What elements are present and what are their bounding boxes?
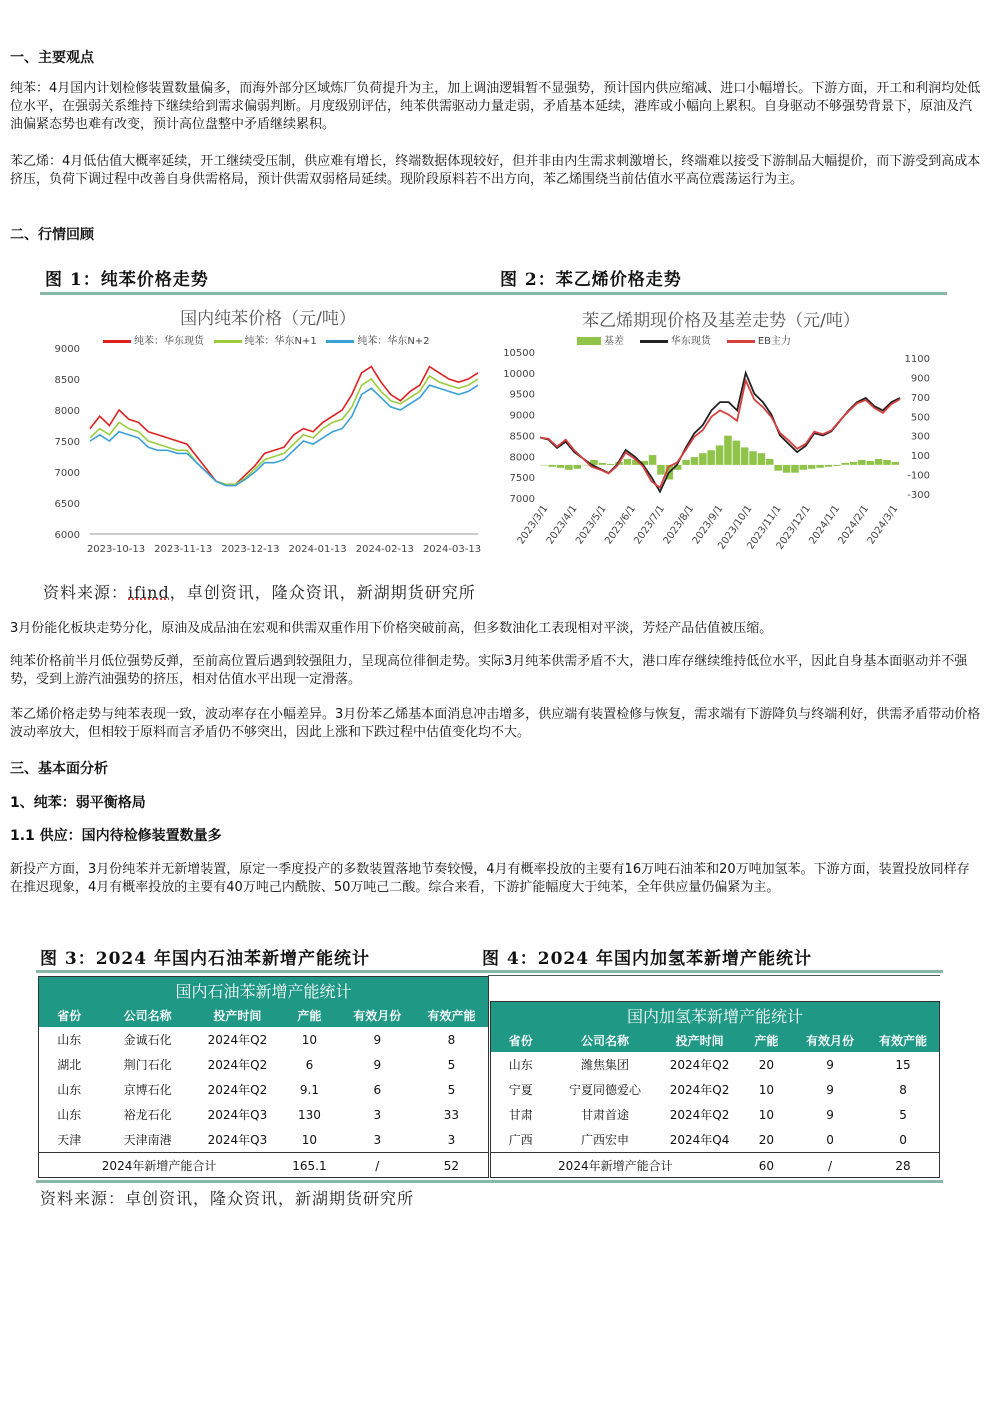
table-cell: 2024年Q2 [669,1108,730,1122]
basis-bar [682,460,690,465]
fig2-caption: 图 2：苯乙烯价格走势 [500,270,682,290]
table-header-cell: 产能 [740,1028,793,1052]
table-cell: 130 [297,1107,321,1122]
table-cell: 广西 [508,1133,533,1147]
table-cell: 山东 [508,1058,533,1072]
table-cell: 湖北 [57,1058,82,1072]
fig3-table-title: 国内石油苯新增产能统计 [39,977,488,1003]
table-cell: 9.1 [299,1082,319,1097]
table-cell: 2024年Q3 [207,1108,268,1122]
y-tick-label: 8000 [509,452,535,464]
legend-label: EB主力 [757,336,791,347]
table-cell: 山东 [57,1033,82,1047]
fig3-table [39,977,488,1178]
basis-bar [599,463,607,465]
fig2-chart [495,298,947,576]
y2-tick-label: 500 [910,412,930,424]
source-ifind: ifind [128,583,170,602]
fig4-caption: 图 4：2024 年国内加氢苯新增产能统计 [482,949,812,969]
fig1-chart [48,298,488,568]
table-cell: 山东 [57,1083,82,1097]
basis-bar [841,463,849,465]
y2-tick-label: -100 [907,470,930,482]
y-tick-label: 7000 [509,494,535,505]
basis-bar [565,465,573,470]
source-others: ，卓创资讯，隆众资讯，新湖期货研究所 [169,583,476,602]
table-cell: 2024年Q2 [207,1083,268,1097]
source-note-2: 资料来源：卓创资讯，隆众资讯，新湖期货研究所 [40,1189,415,1208]
table-cell: 8 [447,1032,456,1047]
x-tick-label: 2023/6/1 [603,503,638,547]
y2-tick-label: 100 [910,451,930,463]
legend-label: 纯苯：华东N+1 [244,336,317,347]
table-cell: 2024年Q2 [207,1033,268,1047]
basis-bar [540,465,548,466]
basis-bar [766,459,774,465]
table-cell: 0 [899,1132,907,1147]
table-header-cell: 省份 [491,1028,551,1052]
table-cell: 2024年Q2 [669,1058,730,1072]
paragraph-benzene-view: 纯苯：4月国内计划检修装置数量偏多，而海外部分区域炼厂负荷提升为主，加上调油逻辑暂不显强势，预计国内供应缩减、进口小幅增长。下游方面，开工和利润均处低位水平，在强弱关系维持下继续给到需求偏弱判断。月度级别评估，纯苯供需驱动力量走弱，矛盾基本延续，港库或小幅向上累积。自身驱动不够强势背景下，原油及汽油偏紧态势也难有改变，预计高位盘整中矛盾继续累积。 [10,81,981,132]
paragraph-market-overview: 3月份能化板块走势分化，原油及成品油在宏观和供需双重作用下价格突破前高，但多数油化工表现相对平淡，芳烃产品估值被压缩。 [10,621,773,636]
table-cell: 金诚石化 [123,1033,172,1047]
legend-label: 纯苯：华东N+2 [357,336,430,347]
y-tick-label: 7500 [509,473,535,485]
table-row [39,1052,488,1077]
table-total-cell: 2024年新增产能合计 [39,1153,279,1179]
legend-label: 基差 [604,336,624,347]
basis-bar [758,453,766,465]
y-tick-label: 8500 [509,431,535,443]
table-cell: 9 [826,1107,834,1122]
x-tick-label: 2024-01-13 [288,544,347,555]
x-tick-label: 2023/8/1 [661,503,697,547]
table-header-cell: 投产时间 [660,1028,740,1052]
section-heading-3: 三、基本面分析 [10,761,108,777]
table-header-cell: 公司名称 [551,1028,660,1052]
table-header-cell: 有效月份 [340,1003,415,1027]
x-tick-label: 2023/12/1 [774,503,813,552]
table-cell: 10 [301,1032,318,1047]
table-total-cell: 2024年新增产能合计 [491,1153,740,1179]
table-cell: 20 [758,1057,774,1072]
basis-bar [699,453,707,465]
fig1-svg [48,298,488,568]
table-cell: 15 [895,1057,911,1072]
table-cell: 甘肃首途 [581,1108,630,1122]
table-cell: 京博石化 [123,1083,172,1097]
table-cell: 8 [899,1082,907,1097]
fig3-table-frame [38,976,489,1178]
y2-tick-label: -300 [907,490,930,501]
table-cell: 9 [373,1032,382,1047]
table-cell: 33 [443,1107,460,1122]
y-tick-label: 8500 [54,375,80,386]
table-cell: 3 [373,1107,382,1122]
fig3-caption: 图 3：2024 年国内石油苯新增产能统计 [40,949,370,969]
basis-bar [883,460,891,465]
table-cell: 5 [447,1057,456,1072]
basis-bar [892,462,900,465]
basis-bar [749,451,757,465]
y2-tick-label: 700 [910,392,930,404]
basis-bar [741,447,749,465]
table-cell: 潍焦集团 [581,1058,630,1072]
table-cell: 荆门石化 [123,1058,172,1072]
table-cell: 2024年Q3 [207,1133,268,1147]
table-cell: 广西宏申 [581,1133,630,1147]
table-row [39,1102,488,1127]
x-tick-label: 2023-11-13 [154,544,213,555]
y-tick-label: 9000 [509,410,535,422]
basis-bar [825,465,833,467]
table-cell: 9 [373,1057,382,1072]
table-row [491,1102,939,1127]
y-tick-label: 10000 [503,368,535,380]
table-cell: 0 [826,1132,834,1147]
x-tick-label: 2023/10/1 [716,503,755,552]
basis-bar [808,465,816,469]
basis-bar [707,450,715,465]
table-row [39,1027,488,1052]
table-header-cell: 投产时间 [196,1003,280,1027]
fig4-table-frame [490,1001,940,1178]
basis-bar [657,465,665,475]
x-tick-label: 2023-12-13 [221,544,280,555]
basis-bar [574,465,582,469]
basis-bar [724,436,732,465]
table-row [491,1077,939,1102]
basis-bar [649,455,657,465]
y-tick-label: 9000 [54,344,80,355]
series-line-2 [90,376,478,485]
fig4-table [491,1002,939,1178]
figure-rule-bottom [36,1180,943,1183]
source-note-1 [43,580,476,603]
y-tick-label: 9500 [509,389,535,401]
x-tick-label: 2024/2/1 [836,503,872,547]
table-cell: 裕龙石化 [123,1108,172,1122]
table-cell: 6 [373,1082,382,1097]
section-heading-1: 一、主要观点 [10,50,94,66]
table-cell: 甘肃 [508,1108,533,1122]
table-cell: 9 [826,1057,834,1072]
x-tick-label: 2024/1/1 [807,503,843,547]
basis-bar [791,465,799,473]
subsection-heading-supply: 1.1 供应：国内待检修装置数量多 [10,828,222,844]
series-line-3 [90,385,478,485]
x-tick-label: 2023/5/1 [574,503,609,547]
basis-bar [691,457,699,465]
table-cell: 宁夏同德爱心 [569,1083,642,1097]
y-tick-label: 7500 [54,437,80,448]
table-header-cell: 省份 [39,1003,100,1027]
y-tick-label: 8000 [54,406,80,417]
fig2-chart-title: 苯乙烯期现价格及基差走势（元/吨） [582,311,860,331]
table-total-row [491,1153,939,1179]
y-tick-label: 7000 [54,468,80,479]
series-line-3 [540,380,900,487]
basis-bar [582,465,590,466]
table-cell: 5 [447,1082,456,1097]
basis-bar [624,459,632,465]
basis-bar [867,461,875,465]
basis-bar [833,465,841,466]
x-tick-label: 2024-03-13 [422,544,482,555]
fig1-chart-title: 国内纯苯价格（元/吨） [180,309,356,329]
table-total-row [39,1153,488,1179]
table-cell: 天津 [57,1133,82,1147]
fig4-table-title: 国内加氢苯新增产能统计 [491,1002,939,1028]
table-header-row [491,1028,939,1052]
table-header-cell: 有效产能 [415,1003,488,1027]
table-row [491,1052,939,1077]
series-line-2 [540,373,900,492]
basis-bar [783,465,791,473]
table-total-cell: / [793,1153,867,1179]
paragraph-benzene-review: 纯苯价格前半月低位强势反弹，至前高位置后遇到较强阻力，呈现高位徘徊走势。实际3月纯苯供需矛盾不大，港口库存继续维持低位水平，因此自身基本面驱动并不强势，受到上游汽油强势的挤压，相对估值水平出现一定滑落。 [10,654,968,687]
table-cell: 山东 [57,1108,82,1122]
fig2-svg [495,298,947,576]
y-tick-label: 10500 [503,348,535,359]
figure-rule-top [40,292,947,295]
x-tick-label: 2024-02-13 [355,544,414,555]
basis-bar [548,465,556,467]
table-row [39,1077,488,1102]
x-tick-label: 2023/3/1 [515,503,551,547]
basis-bar [816,465,824,468]
table-row [39,1127,488,1153]
table-cell: 10 [301,1132,318,1147]
figure-rule-tables [36,970,943,973]
y-tick-label: 6500 [54,499,80,510]
table-header-cell: 产能 [279,1003,340,1027]
table-total-cell: 28 [867,1153,939,1179]
table-cell: 3 [447,1132,456,1147]
series-line-1 [90,367,478,485]
x-tick-label: 2023/11/1 [745,503,784,552]
table-total-cell: / [340,1153,415,1179]
table-cell: 9 [826,1082,834,1097]
subsection-heading-benzene: 1、纯苯：弱平衡格局 [10,795,146,811]
basis-bar [850,462,858,465]
table-header-cell: 公司名称 [100,1003,196,1027]
table-cell: 2024年Q2 [669,1083,730,1097]
table-cell: 10 [758,1082,774,1097]
y-tick-label: 6000 [54,530,80,541]
table-total-cell: 60 [740,1153,793,1179]
table-total-cell: 165.1 [279,1153,340,1179]
x-tick-label: 2023/9/1 [690,503,726,547]
table-cell: 3 [373,1132,382,1147]
legend-label: 纯苯：华东现货 [134,336,204,347]
x-tick-label: 2023-10-13 [86,544,146,555]
table-total-cell: 52 [415,1153,488,1179]
table-cell: 10 [758,1107,774,1122]
table-cell: 2024年Q2 [207,1058,268,1072]
paragraph-styrene-view: 苯乙烯：4月低估值大概率延续，开工继续受压制，供应难有增长，终端数据体现较好，但并非由内生需求刺激增长，终端难以接受下游制品大幅提价，而下游受到高成本挤压，负荷下调过程中改善自身供需格局，预计供需双弱格局延续。现阶段原料若不出方向，苯乙烯围绕当前估值水平高位震荡运行为主。 [10,154,981,187]
basis-bar [557,465,565,468]
basis-bar [733,441,741,465]
basis-bar [800,465,808,470]
paragraph-styrene-review: 苯乙烯价格走势与纯苯表现一致，波动率存在小幅差异。3月份苯乙烯基本面消息冲击增多，供应端有装置检修与恢复，需求端有下游降负与终端利好，供需矛盾带动价格波动率放大，但相较于原料而言矛盾仍不够突出，因此上涨和下跌过程中估值变化均不大。 [10,707,981,740]
source-label: 资料来源： [43,583,129,602]
paragraph-new-capacity: 新投产方面，3月份纯苯并无新增装置，原定一季度投产的多数装置落地节奏较慢，4月有概率投放的主要有16万吨石油苯和20万吨加氢苯。下游方面，装置投放同样存在推迟现象，4月有概率投放的主要有40万吨己内酰胺、50万吨己二酸。综合来看，下游扩能幅度大于纯苯，全年供应量仍偏紧为主。 [10,862,970,895]
basis-bar [875,459,883,465]
table-header-cell: 有效月份 [793,1028,867,1052]
table-cell: 宁夏 [508,1083,533,1097]
basis-bar [858,460,866,465]
basis-bar [607,464,615,465]
x-tick-label: 2023/4/1 [544,503,580,547]
table-cell: 2024年Q4 [669,1133,730,1147]
table-cell: 6 [305,1057,314,1072]
table-header-row [39,1003,488,1027]
basis-bar [774,465,782,471]
section-heading-2: 二、行情回顾 [10,227,94,243]
legend-label: 华东现货 [670,336,711,347]
table-header-cell: 有效产能 [867,1028,939,1052]
table-cell: 天津南港 [123,1133,172,1147]
x-tick-label: 2024/3/1 [865,503,901,547]
basis-bar [716,445,724,464]
y2-tick-label: 900 [910,373,930,385]
y2-tick-label: 300 [910,431,930,443]
x-tick-label: 2023/7/1 [632,503,668,547]
table-row [491,1127,939,1153]
y2-tick-label: 1100 [904,354,930,365]
fig1-caption: 图 1：纯苯价格走势 [45,270,209,290]
table-cell: 20 [758,1132,774,1147]
table-cell: 5 [899,1107,907,1122]
table-top-line [488,975,940,976]
